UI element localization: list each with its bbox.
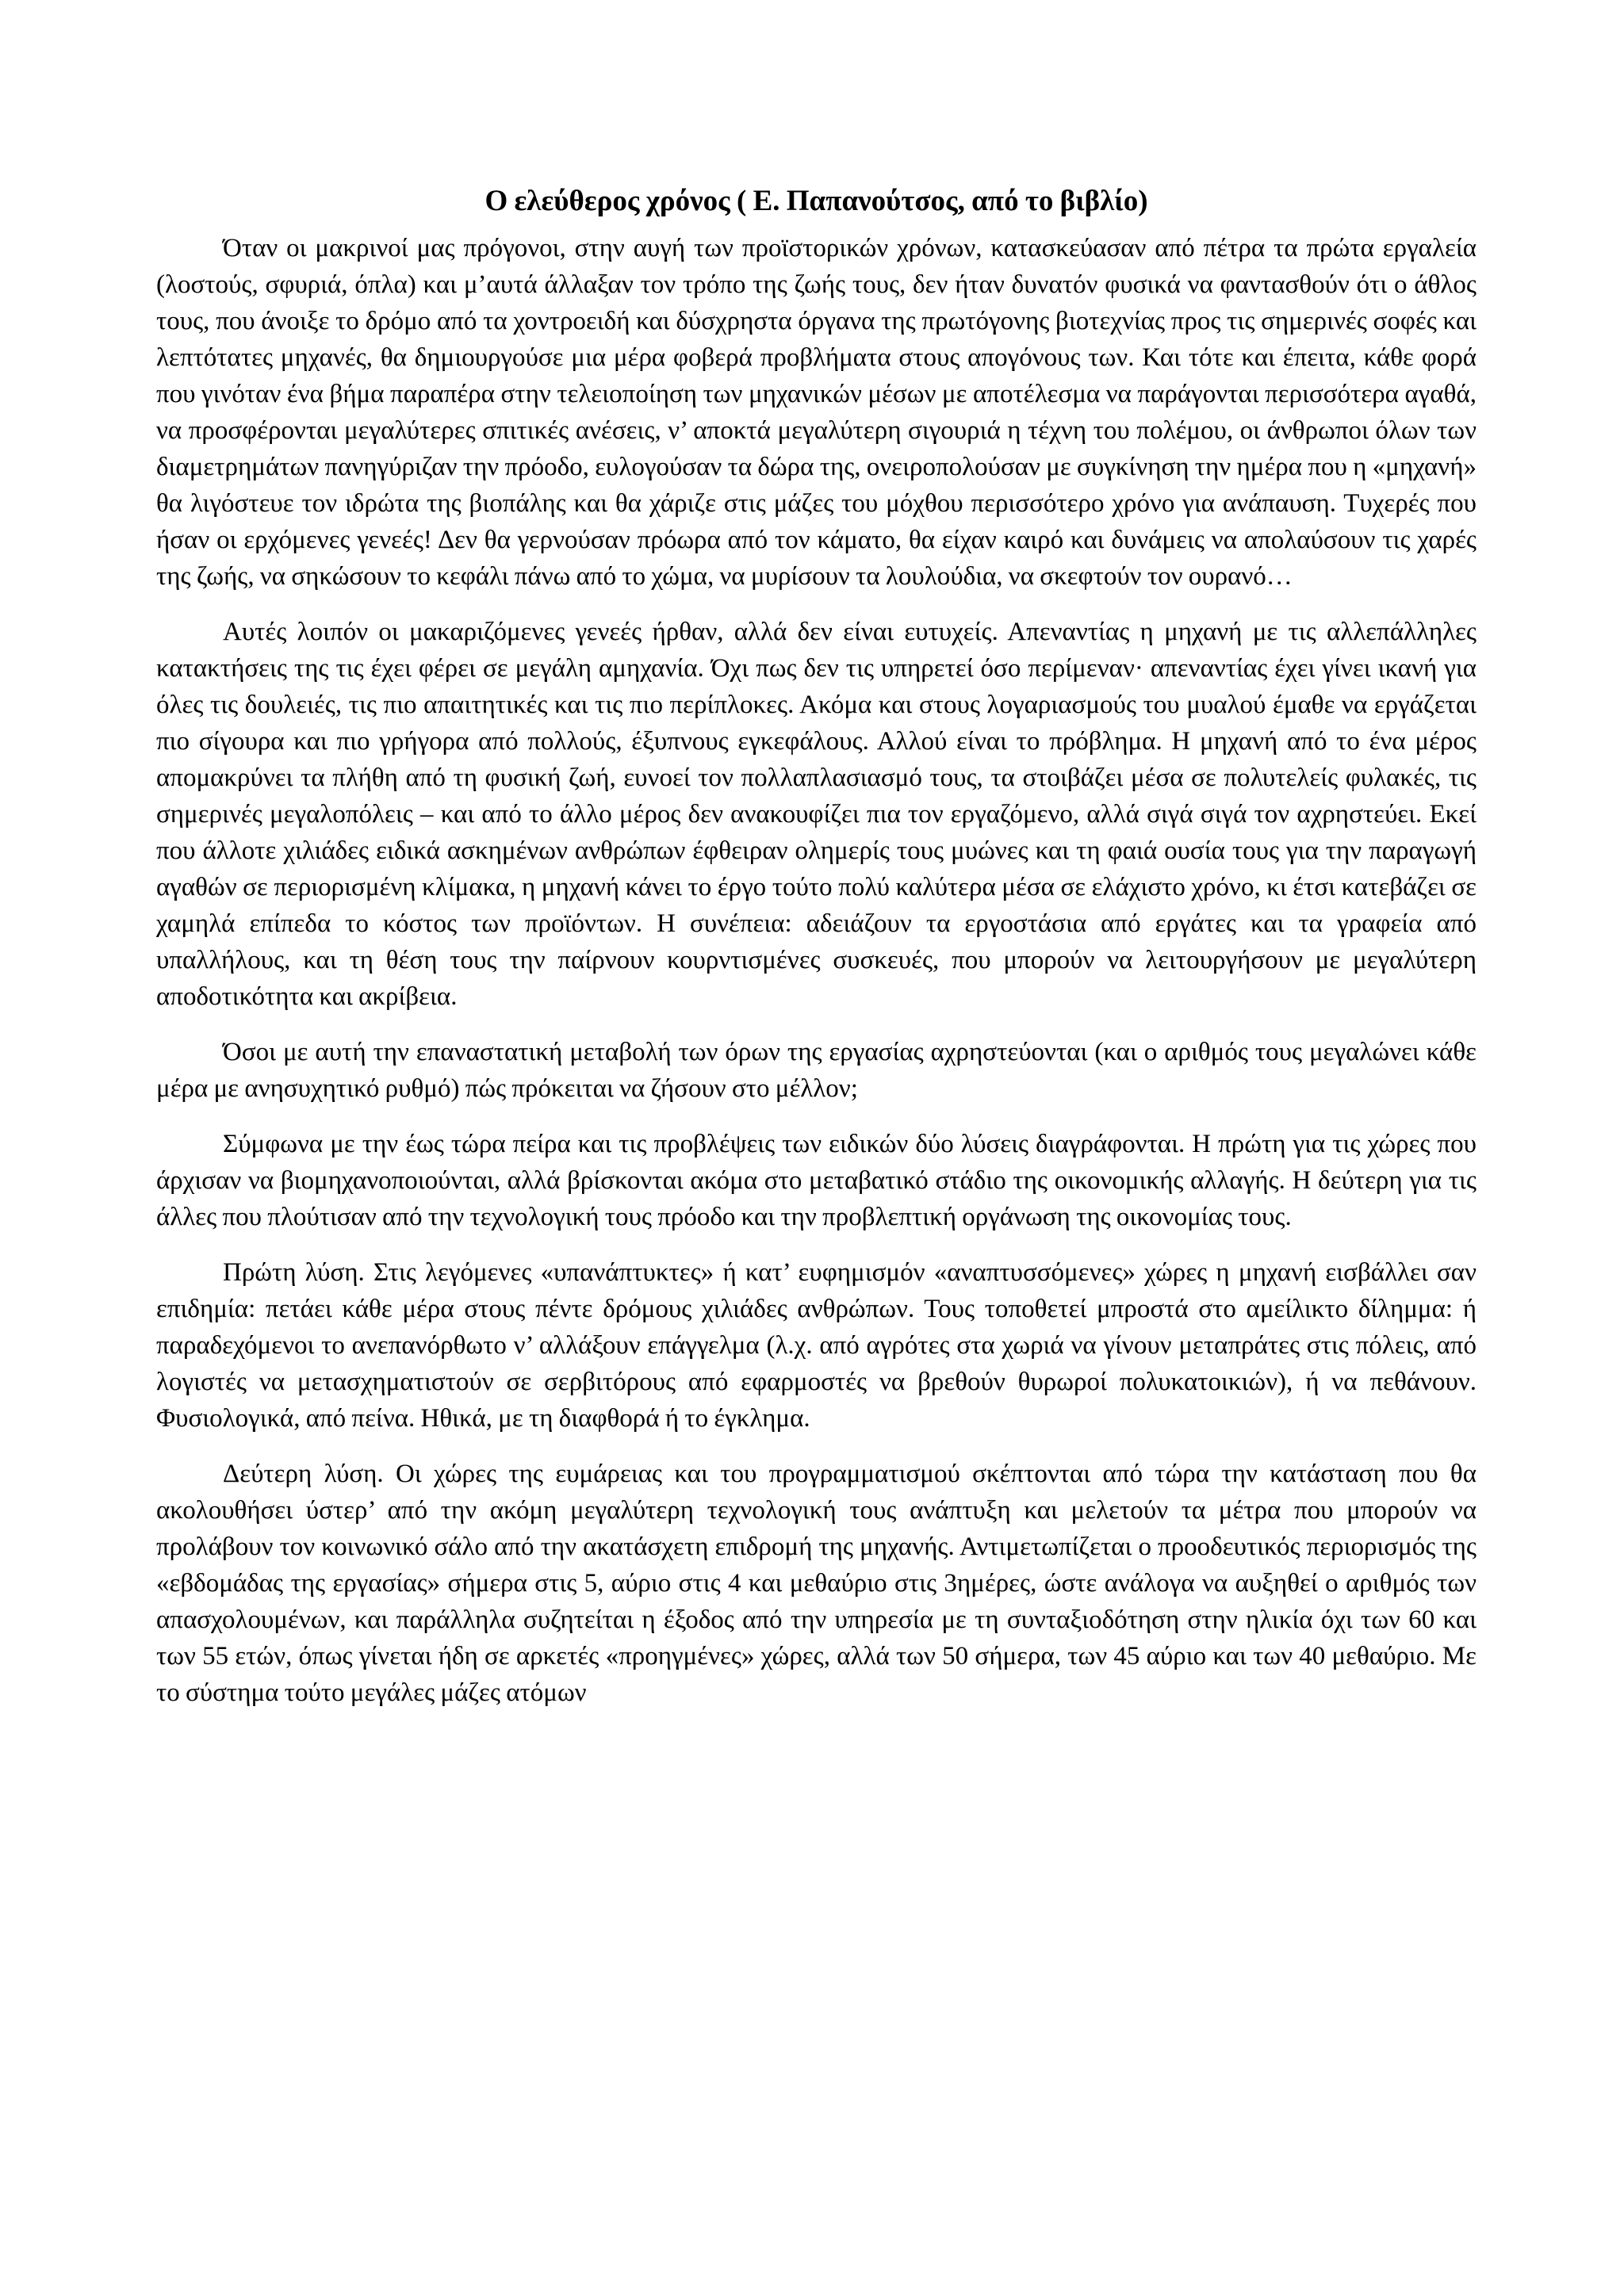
document-title: Ο ελεύθερος χρόνος ( Ε. Παπανούτσος, από το βιβλίο)	[485, 185, 1148, 217]
paragraph-2: Αυτές λοιπόν οι μακαριζόμενες γενεές ήρθαν, αλλά δεν είναι ευτυχείς. Απεναντίας η μηχανή με τις αλλεπάλληλες κατακτήσεις της τις έχει φέρει σε μεγάλη αμηχανία. Όχι πως δεν τις υπηρετεί όσο περίμεναν· απεναντίας έχει γίνει ικανή για όλες τις δουλειές, τις πιο απαιτητικές και τις πιο περίπλοκες. Ακόμα και στους λογαριασμούς του μυαλού έμαθε να εργάζεται πιο σίγουρα και πιο γρήγορα από πολλούς, έξυπνους εγκεφάλους. Αλλού είναι το πρόβλημα. Η μηχανή από το ένα μέρος απομακρύνει τα πλήθη από τη φυσική ζωή, ευνοεί τον πολλαπλασιασμό τους, τα στοιβάζει μέσα σε πολυτελείς φυλακές, τις σημερινές μεγαλοπόλεις – και από το άλλο μέρος δεν ανακουφίζει πια τον εργαζόμενο, αλλά σιγά σιγά τον αχρηστεύει. Εκεί που άλλοτε χιλιάδες ειδικά ασκημένων ανθρώπων έφθειραν ολημερίς τους μυώνες και τη φαιά ουσία τους για την παραγωγή αγαθών σε περιορισμένη κλίμακα, η μηχανή κάνει το έργο τούτο πολύ καλύτερα μέσα σε ελάχιστο χρόνο, κι έτσι κατεβάζει σε χαμηλά επίπεδα το κόστος των προϊόντων. Η συνέπεια: αδειάζουν τα εργοστάσια από εργάτες και τα γραφεία από υπαλλήλους, και τη θέση τους την παίρνουν κουρντισμένες συσκευές, που μπορούν να λειτουργήσουν με μεγαλύτερη αποδοτικότητα και ακρίβεια.	[156, 618, 1477, 1011]
paragraph-6: Δεύτερη λύση. Οι χώρες της ευμάρειας και του προγραμματισμού σκέπτονται από τώρα την κατάσταση που θα ακολουθήσει ύστερ’ από την ακόμη μεγαλύτερη τεχνολογική τους ανάπτυξη και μελετούν τα μέτρα που μπορούν να προλάβουν τον κοινωνικό σάλο από την ακατάσχετη επιδρομή της μηχανής. Αντιμετωπίζεται ο προοδευτικός περιορισμός της «εβδομάδας της εργασίας» σήμερα στις 5, αύριο στις 4 και μεθαύριο στις 3ημέρες, ώστε ανάλογα να αυξηθεί ο αριθμός των απασχολουμένων, και παράλληλα συζητείται η έξοδος από την υπηρεσία με τη συνταξιοδότηση στην ηλικία όχι των 60 και των 55 ετών, όπως γίνεται ήδη σε αρκετές «προηγμένες» χώρες, αλλά των 50 σήμερα, των 45 αύριο και των 40 μεθαύριο. Με το σύστημα τούτο μεγάλες μάζες ατόμων	[156, 1460, 1477, 1707]
paragraph-1: Όταν οι μακρινοί μας πρόγονοι, στην αυγή των προϊστορικών χρόνων, κατασκεύασαν από πέτρα τα πρώτα εργαλεία (λοστούς, σφυριά, όπλα) και μ’αυτά άλλαξαν τον τρόπο της ζωής τους, δεν ήταν δυνατόν φυσικά να φαντασθούν ότι ο άθλος τους, που άνοιξε το δρόμο από τα χοντροειδή και δύσχρηστα όργανα της πρωτόγονης βιοτεχνίας προς τις σημερινές σοφές και λεπτότατες μηχανές, θα δημιουργούσε μια μέρα φοβερά προβλήματα στους απογόνους των. Και τότε και έπειτα, κάθε φορά που γινόταν ένα βήμα παραπέρα στην τελειοποίηση των μηχανικών μέσων με αποτέλεσμα να παράγονται περισσότερα αγαθά, να προσφέρονται μεγαλύτερες σπιτικές ανέσεις, ν’ αποκτά μεγαλύτερη σιγουριά η τέχνη του πολέμου, οι άνθρωποι όλων των διαμετρημάτων πανηγύριζαν την πρόοδο, ευλογούσαν τα δώρα της, ονειροπολούσαν με συγκίνηση την ημέρα που η «μηχανή» θα λιγόστευε τον ιδρώτα της βιοπάλης και θα χάριζε στις μάζες του μόχθου περισσότερο χρόνο για ανάπαυση. Τυχερές που ήσαν οι ερχόμενες γενεές! Δεν θα γερνούσαν πρόωρα από τον κάματο, θα είχαν καιρό και δυνάμεις να απολαύσουν τις χαρές της ζωής, να σηκώσουν το κεφάλι πάνω από το χώμα, να μυρίσουν τα λουλούδια, να σκεφτούν τον ουρανό…	[156, 234, 1477, 591]
paragraph-4: Σύμφωνα με την έως τώρα πείρα και τις προβλέψεις των ειδικών δύο λύσεις διαγράφονται. Η πρώτη για τις χώρες που άρχισαν να βιομηχανοποιούνται, αλλά βρίσκονται ακόμα στο μεταβατικό στάδιο της οικονομικής αλλαγής. Η δεύτερη για τις άλλες που πλούτισαν από την τεχνολογική τους πρόοδο και την προβλεπτική οργάνωση της οικονομίας τους.	[156, 1130, 1477, 1231]
paragraph-3: Όσοι με αυτή την επαναστατική μεταβολή των όρων της εργασίας αχρηστεύονται (και ο αριθμός τους μεγαλώνει κάθε μέρα με ανησυχητικό ρυθμό) πώς πρόκειται να ζήσουν στο μέλλον;	[156, 1038, 1477, 1103]
paragraph-5: Πρώτη λύση. Στις λεγόμενες «υπανάπτυκτες» ή κατ’ ευφημισμόν «αναπτυσσόμενες» χώρες η μηχανή εισβάλλει σαν επιδημία: πετάει κάθε μέρα στους πέντε δρόμους χιλιάδες ανθρώπων. Τους τοποθετεί μπροστά στο αμείλικτο δίλημμα: ή παραδεχόμενοι το ανεπανόρθωτο ν’ αλλάξουν επάγγελμα (λ.χ. από αγρότες στα χωριά να γίνουν μεταπράτες στις πόλεις, από λογιστές να μετασχηματιστούν σε σερβιτόρους από εφαρμοστές να βρεθούν θυρωροί πολυκατοικιών), ή να πεθάνουν. Φυσιολογικά, από πείνα. Ηθικά, με τη διαφθορά ή το έγκλημα.	[156, 1258, 1477, 1433]
document-page	[156, 182, 1477, 2260]
